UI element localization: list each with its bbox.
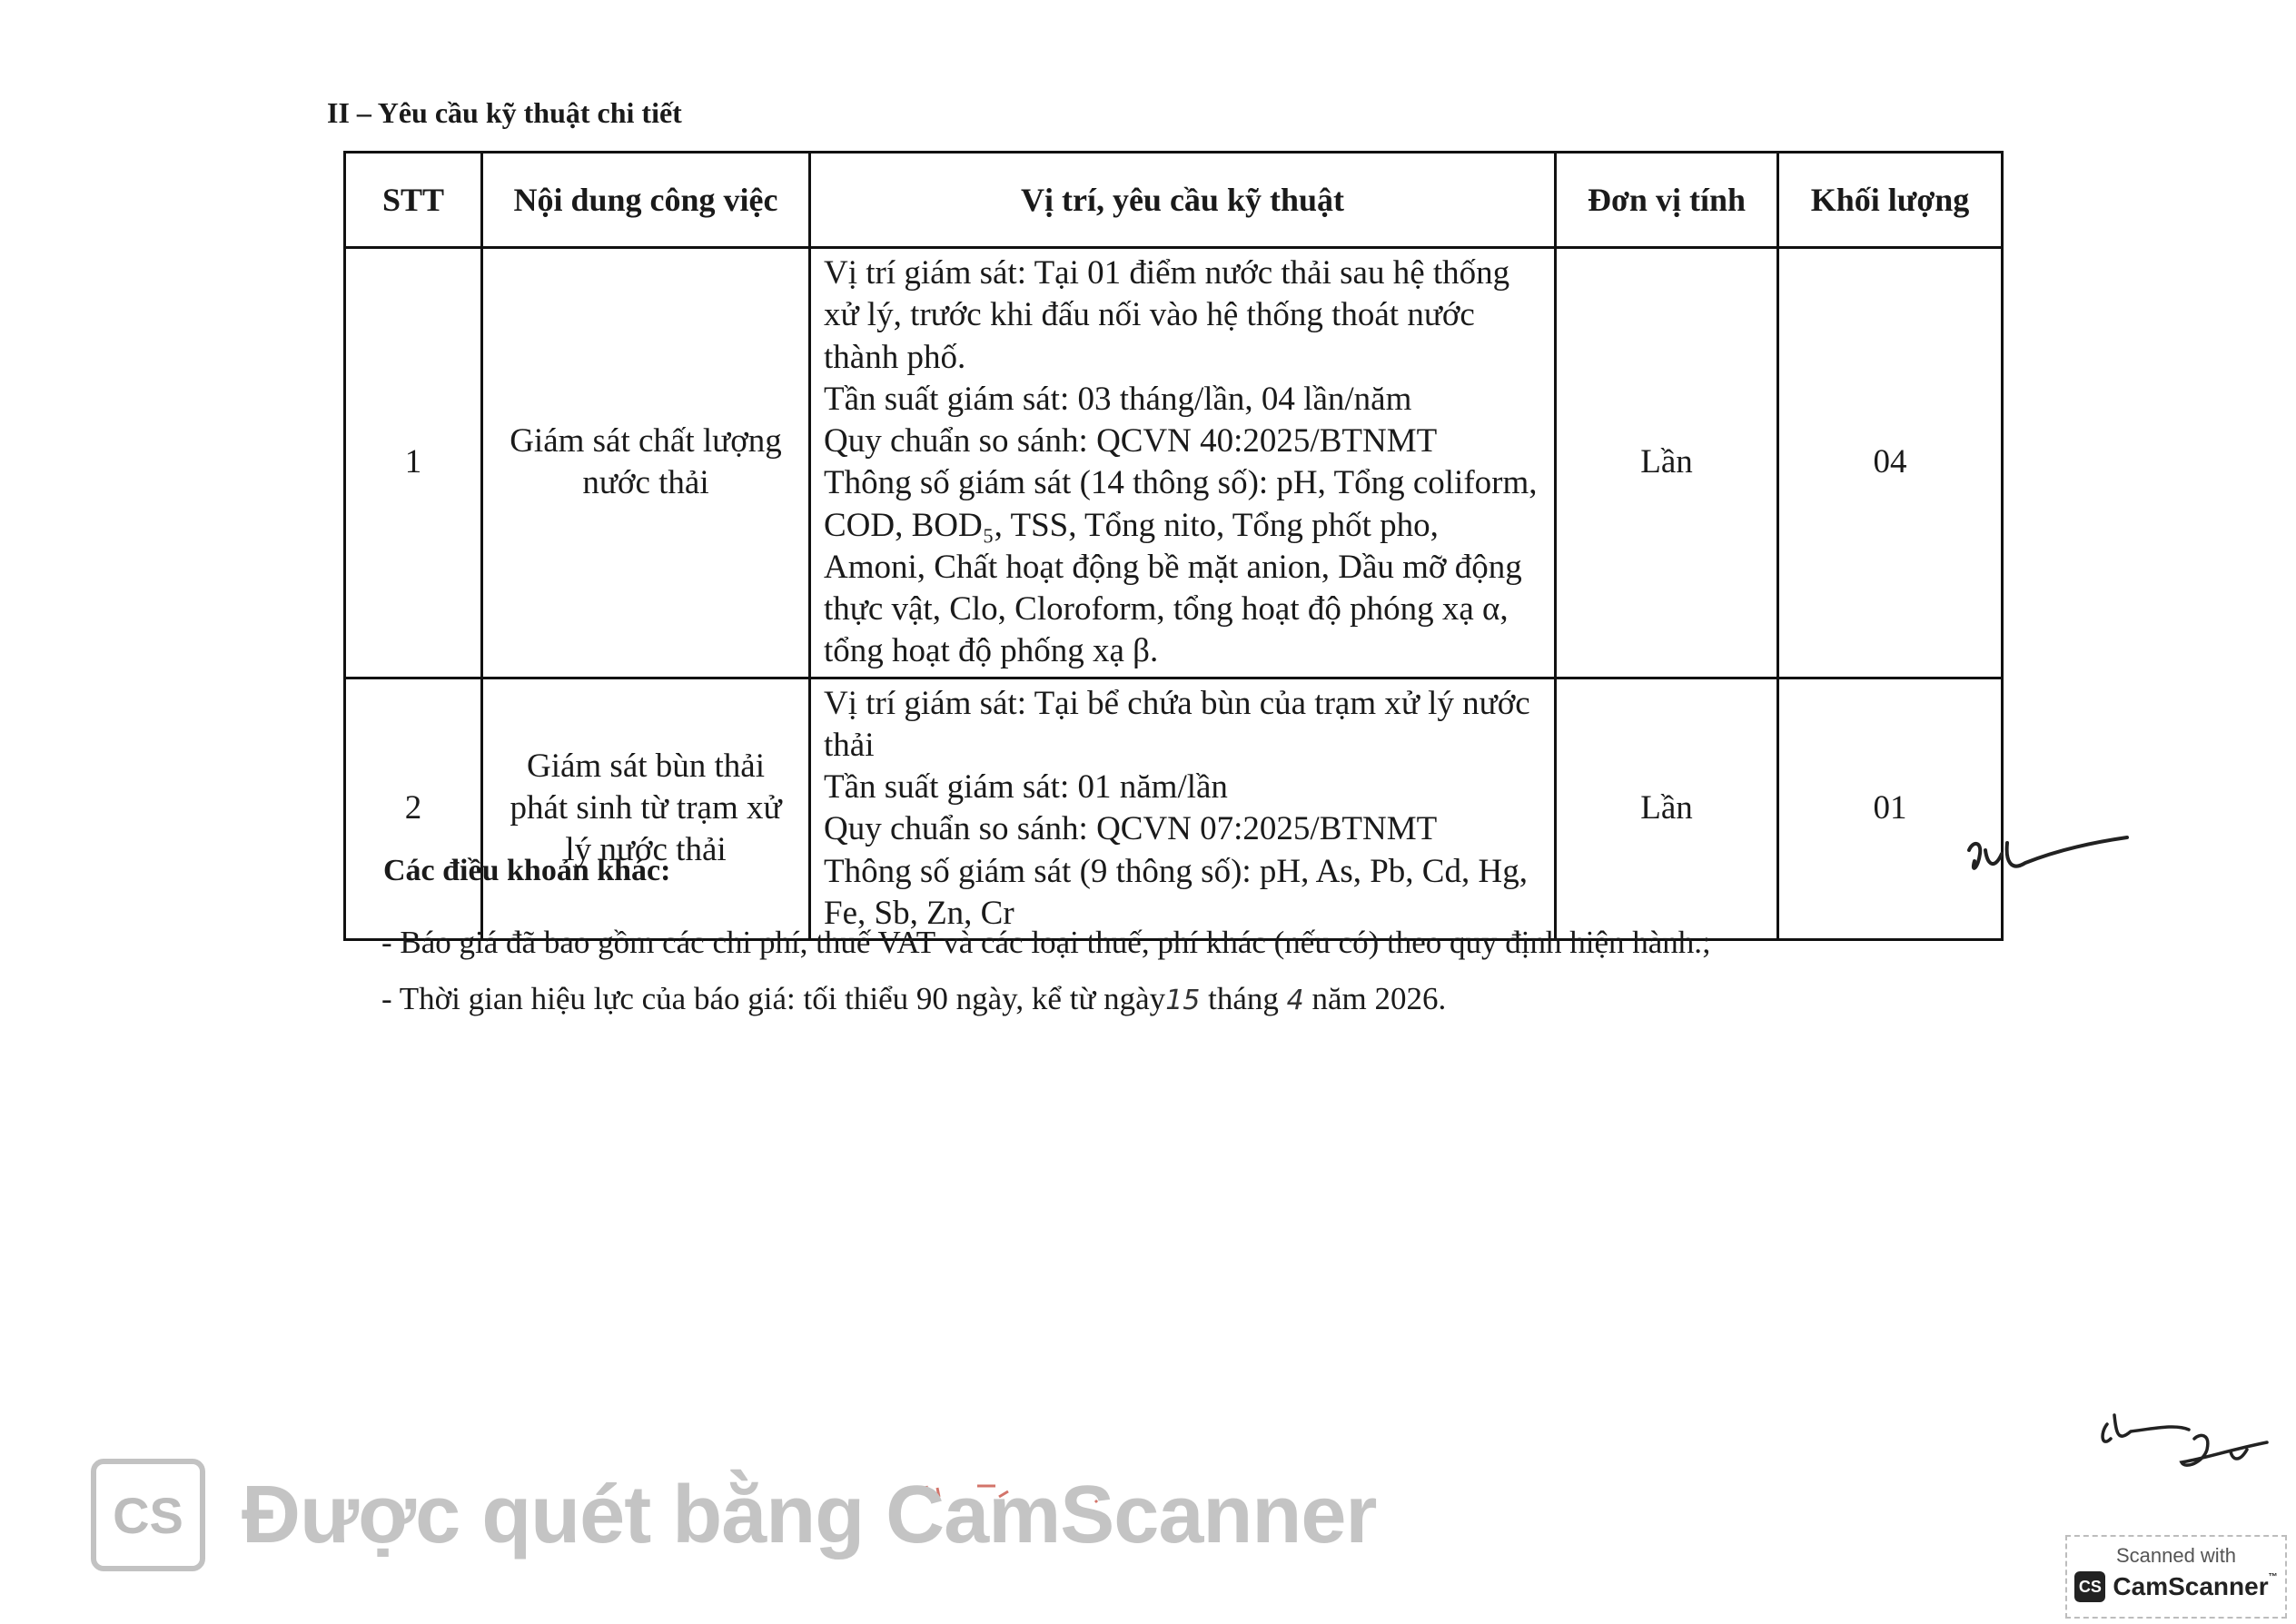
cell-quantity: 01 — [1778, 678, 2003, 940]
signature-icon — [2094, 1406, 2276, 1488]
cell-quantity: 04 — [1778, 248, 2003, 678]
badge-trademark: ™ — [2268, 1572, 2278, 1582]
table-row — [345, 248, 2003, 678]
badge-name — [2113, 1572, 2277, 1601]
requirement-location: Vị trí giám sát: Tại 01 điểm nước thải sau hệ thống xử lý, trước khi đấu nối vào hệ thống thoát nước thành phố. — [824, 254, 1510, 376]
cell-unit: Lần — [1556, 248, 1778, 678]
cell-unit: Lần — [1556, 678, 1778, 940]
validity-year-text: năm 2026. — [1303, 981, 1447, 1016]
camscanner-watermark — [91, 1461, 1376, 1570]
cell-content: Giám sát chất lượng nước thải — [482, 248, 810, 678]
requirement-frequency: Tần suất giám sát: 03 tháng/lần, 04 lần/năm — [824, 380, 1412, 418]
validity-month-label: tháng — [1200, 981, 1287, 1016]
header-quantity: Khối lượng — [1778, 153, 2003, 248]
scanned-with-badge — [2065, 1535, 2287, 1619]
requirement-parameters: Thông số giám sát (14 thông số): pH, Tổng coliform, COD, BOD₅, TSS, Tổng nito, Tổng phốt pho, Amoni, Chất hoạt động bề mặt anion, Dầu mỡ động thực vật, Clo, Cloroform, tổng hoạt độ phóng xạ α, tổng hoạt độ phống xạ β. — [824, 464, 1538, 670]
cell-content: Giám sát bùn thải phát sinh từ trạm xử lý nước thải — [482, 678, 810, 940]
header-content: Nội dung công việc — [482, 153, 810, 248]
cell-stt: 1 — [345, 248, 482, 678]
technical-requirements-table — [343, 151, 2004, 941]
cell-requirements — [810, 678, 1556, 940]
section-title: II – Yêu cầu kỹ thuật chi tiết — [327, 96, 682, 129]
requirement-standard: Quy chuẩn so sánh: QCVN 07:2025/BTNMT — [824, 810, 1438, 848]
table-row — [345, 678, 2003, 940]
header-unit: Đơn vị tính — [1556, 153, 1778, 248]
handwritten-day: 15 — [1165, 985, 1201, 1016]
header-requirements: Vị trí, yêu cầu kỹ thuật — [810, 153, 1556, 248]
term-item: - Báo giá đã bao gồm các chi phí, thuế VAT và các loại thuế, phí khác (nếu có) theo quy định hiện hành.; — [381, 925, 1711, 960]
requirement-parameters: Thông số giám sát (9 thông số): pH, As, Pb, Cd, Hg, Fe, Sb, Zn, Cr — [824, 852, 1528, 932]
camscanner-logo-icon: CS — [91, 1459, 205, 1571]
requirement-frequency: Tần suất giám sát: 01 năm/lần — [824, 768, 1228, 806]
badge-caption: Scanned with — [2115, 1544, 2237, 1567]
badge-logo-icon: CS — [2074, 1571, 2105, 1602]
table-header-row — [345, 153, 2003, 248]
validity-text: - Thời gian hiệu lực của báo giá: tối thiểu 90 ngày, kể từ ngày — [381, 981, 1166, 1016]
other-terms-title: Các điều khoản khác: — [383, 854, 671, 887]
watermark-text: Được quét bằng CamScanner — [242, 1469, 1377, 1560]
term-item-validity — [381, 981, 1446, 1017]
requirement-location: Vị trí giám sát: Tại bể chứa bùn của trạm xử lý nước thải — [824, 684, 1530, 764]
handwritten-month: 4 — [1286, 985, 1304, 1016]
badge-name-text: CamScanner — [2113, 1572, 2269, 1600]
initial-signature-icon — [1962, 834, 2134, 888]
badge-brand — [2067, 1571, 2285, 1602]
header-stt: STT — [345, 153, 482, 248]
requirement-standard: Quy chuẩn so sánh: QCVN 40:2025/BTNMT — [824, 422, 1438, 460]
cell-stt: 2 — [345, 678, 482, 940]
cell-requirements — [810, 248, 1556, 678]
